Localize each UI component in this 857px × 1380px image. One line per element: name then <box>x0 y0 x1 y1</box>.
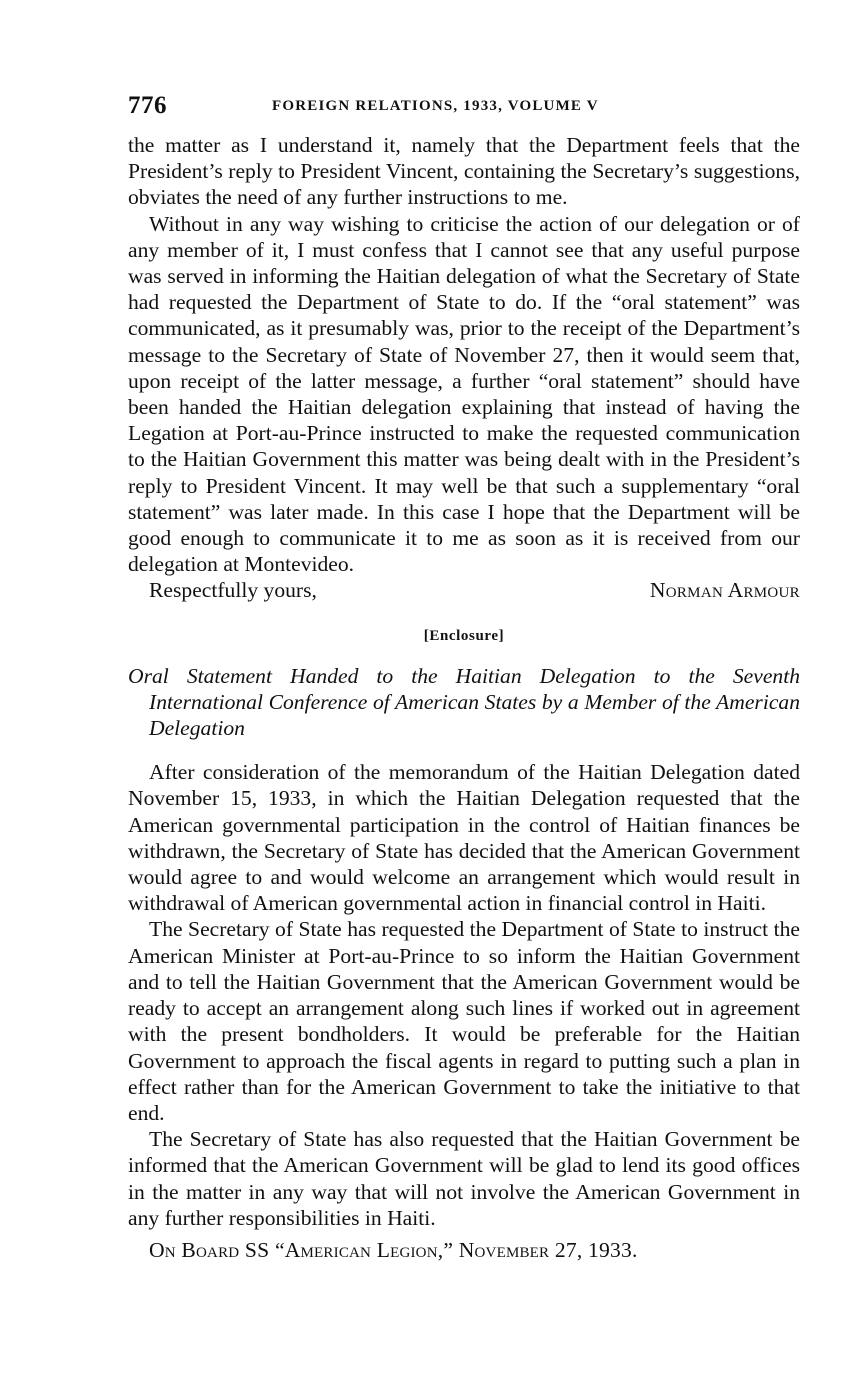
running-head: FOREIGN RELATIONS, 1933, VOLUME V <box>272 98 599 114</box>
letter-body <box>128 132 800 604</box>
page-header <box>128 92 800 132</box>
letter-signature: Norman Armour <box>649 578 800 603</box>
enclosure-paragraph: The Secretary of State has also requested that the Haitian Government be informed that the American Government will be glad to lend its good offices in the matter in any way that will not involve the American Government in any further responsibilities in Haiti. <box>128 1127 800 1230</box>
dateline: On Board SS “American Legion,” November 27, 1933. <box>149 1237 638 1262</box>
enclosure-title: Oral Statement Handed to the Haitian Delegation to the Seventh International Conference of American States by a Member of the American Delegation <box>128 663 800 741</box>
enclosure-body <box>128 759 800 1231</box>
letter-paragraph: Without in any way wishing to criticise the action of our delegation or of any member of it, I must confess that I cannot see that any useful purpose was served in informing the Haitian delegation of what the Secretary of State had requested the Department of State to do. If the “oral statement” was communicated, as it presumably was, prior to the receipt of the Department’s message to the Secretary of State of November 27, then it would seem that, upon receipt of the latter message, a further “oral statement” should have been handed the Haitian delegation explaining that instead of having the Legation at Port-au-Prince instructed to make the requested communication to the Haitian Government this matter was being dealt with in the President’s reply to President Vincent. It may well be that such a supplementary “oral statement” was later made. In this case I hope that the Department will be good enough to communicate it to me as soon as it is received from our delegation at Montevideo. <box>128 211 800 577</box>
enclosure-paragraph: After consideration of the memorandum of the Haitian Delegation dated November 15, 1933, in which the Haitian Delegation requested that the American governmental participation in the control of Haitian finances be withdrawn, the Secretary of State has decided that the American Government would agree to and would welcome an arrangement which would result in withdrawal of American governmental action in financial control in Haiti. <box>128 760 800 916</box>
letter-signoff <box>128 577 800 603</box>
letter-paragraph: the matter as I understand it, namely that the Department feels that the President’s reply to President Vincent, containing the Secretary’s suggestions, obviates the need of any further instructions to me. <box>128 133 800 210</box>
enclosure-paragraph: The Secretary of State has requested the Department of State to instruct the American Minister at Port-au-Prince to so inform the Haitian Government and to tell the Haitian Government that the American Government would be ready to accept an arrangement along such lines if worked out in agreement with the present bondholders. It would be preferable for the Haitian Government to approach the fiscal agents in regard to putting such a plan in effect rather than for the American Government to take the initiative to that end. <box>128 917 800 1125</box>
enclosure-label: [Enclosure] <box>423 627 505 644</box>
letter-closing: Respectfully yours, <box>149 578 317 603</box>
page-number: 776 <box>128 92 167 119</box>
document-page <box>128 92 800 1263</box>
